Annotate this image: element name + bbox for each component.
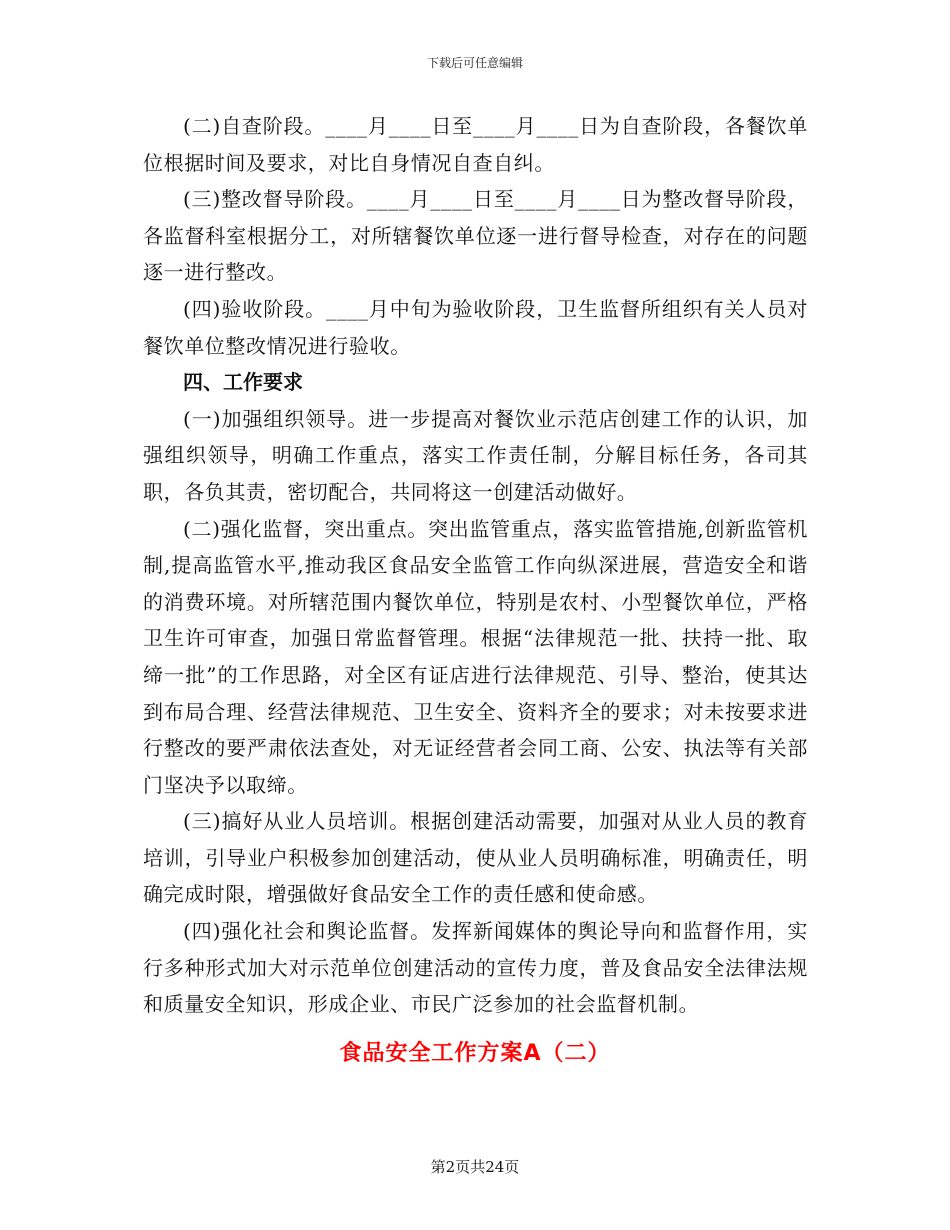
paragraph-supervision: (二)强化监督，突出重点。突出监管重点，落实监管措施,创新监管机制,提高监管水平,推动我区食品安全监管工作向纵深进展，营造安全和谐的消费环境。对所辖范围内餐饮单位，特别是农村、小型餐饮单位，严格卫生许可审查，加强日常监督管理。根据“法律规范一批、扶持一批、取缔一批”的工作思路，对全区有证店进行法律规范、引导、整治，使其达到布局合理、经营法律规范、卫生安全、资料齐全的要求；对未按要求进行整改的要严肃依法查处，对无证经营者会同工商、公安、执法等有关部门坚决予以取缔。 xyxy=(143,516,808,797)
paragraph-training: (三)搞好从业人员培训。根据创建活动需要，加强对从业人员的教育培训，引导业户积极参加创建活动，使从业人员明确标准，明确责任，明确完成时限，增强做好食品安全工作的责任感和使命感。 xyxy=(143,809,808,907)
paragraph-rectification: (三)整改督导阶段。____月____日至____月____日为整改督导阶段，各监督科室根据分工，对所辖餐饮单位逐一进行督导检查，对存在的问题逐一进行整改。 xyxy=(143,187,808,285)
paragraph-acceptance: (四)验收阶段。____月中旬为验收阶段，卫生监督所组织有关人员对餐饮单位整改情况进行验收。 xyxy=(143,296,808,358)
page-footer: 第2页共24页 xyxy=(430,1158,520,1176)
document-body xyxy=(143,108,808,1023)
page-header: 下载后可任意编辑 xyxy=(426,56,523,70)
paragraph-leadership: (一)加强组织领导。进一步提高对餐饮业示范店创建工作的认识，加强组织领导，明确工作重点，落实工作责任制，分解目标任务，各司其职，各负其责，密切配合，共同将这一创建活动做好。 xyxy=(143,406,808,504)
section-title: 食品安全工作方案A（二） xyxy=(339,1041,611,1066)
section-heading-work-requirements: 四、工作要求 xyxy=(183,370,303,395)
paragraph-public-supervision: (四)强化社会和舆论监督。发挥新闻媒体的舆论导向和监督作用，实行多种形式加大对示范单位创建活动的宣传力度，普及食品安全法律法规和质量安全知识，形成企业、市民广泛参加的社会监督机制。 xyxy=(143,919,808,1017)
paragraph-self-inspection: (二)自查阶段。____月____日至____月____日为自查阶段，各餐饮单位根据时间及要求，对比自身情况自查自纠。 xyxy=(143,114,808,175)
